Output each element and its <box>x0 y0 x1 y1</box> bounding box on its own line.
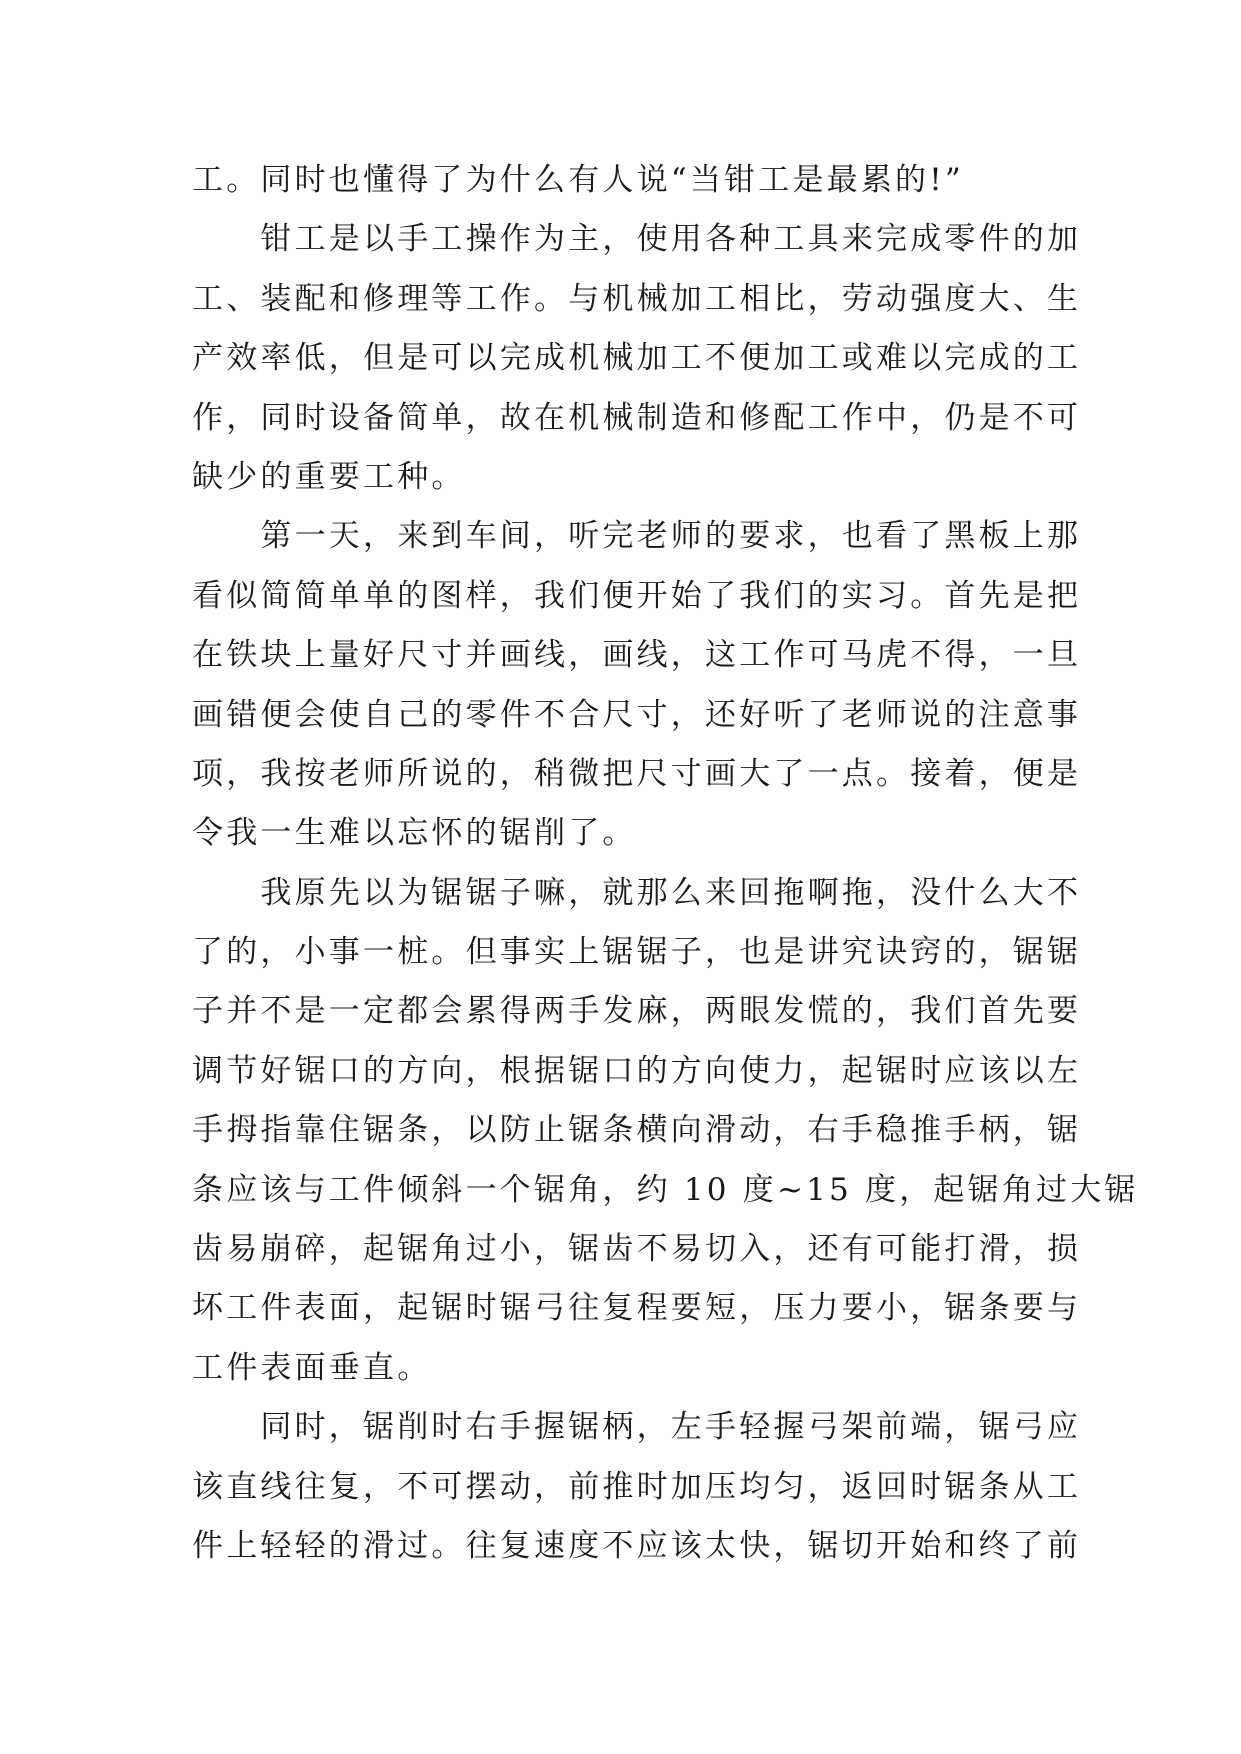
text-line: 第一天，来到车间，听完老师的要求，也看了黑板上那 <box>192 518 1082 555</box>
text-line: 调节好锯口的方向，根据锯口的方向使力，起锯时应该以左 <box>192 1052 1082 1089</box>
text-line: 工、装配和修理等工作。与机械加工相比，劳动强度大、生 <box>192 280 1082 317</box>
text-line: 子并不是一定都会累得两手发麻，两眼发慌的，我们首先要 <box>192 993 1082 1030</box>
text-line: 看似简简单单的图样，我们便开始了我们的实习。首先是把 <box>192 577 1082 614</box>
text-line: 我原先以为锯锯子嘛，就那么来回拖啊拖，没什么大不 <box>192 874 1082 911</box>
text-line: 作，同时设备简单，故在机械制造和修配工作中，仍是不可 <box>192 399 1082 436</box>
text-line: 同时，锯削时右手握锯柄，左手轻握弓架前端，锯弓应 <box>192 1409 1082 1446</box>
text-line: 项，我按老师所说的，稍微把尺寸画大了一点。接着，便是 <box>192 755 1082 792</box>
text-line: 钳工是以手工操作为主，使用各种工具来完成零件的加 <box>192 221 1082 258</box>
text-line: 缺少的重要工种。 <box>192 458 466 495</box>
text-line: 了的，小事一桩。但事实上锯锯子，也是讲究诀窍的，锯锯 <box>192 934 1082 971</box>
text-line: 产效率低，但是可以完成机械加工不便加工或难以完成的工 <box>192 340 1082 377</box>
text-line: 条应该与工件倾斜一个锯角，约 10 度~15 度，起锯角过大锯 <box>192 1171 1139 1208</box>
text-line: 令我一生难以忘怀的锯削了。 <box>192 815 637 852</box>
text-line: 在铁块上量好尺寸并画线，画线，这工作可马虎不得，一旦 <box>192 637 1082 674</box>
body-text <box>192 151 1139 1576</box>
text-line: 件上轻轻的滑过。往复速度不应该太快，锯切开始和终了前 <box>192 1527 1082 1564</box>
text-line: 该直线往复，不可摆动，前推时加压均匀，返回时锯条从工 <box>192 1468 1082 1505</box>
text-line: 画错便会使自己的零件不合尺寸，还好听了老师说的注意事 <box>192 696 1082 733</box>
text-line: 手拇指靠住锯条，以防止锯条横向滑动，右手稳推手柄，锯 <box>192 1112 1082 1149</box>
text-line: 坏工件表面，起锯时锯弓往复程要短，压力要小，锯条要与 <box>192 1290 1082 1327</box>
text-line: 齿易崩碎，起锯角过小，锯齿不易切入，还有可能打滑，损 <box>192 1231 1082 1268</box>
text-line: 工件表面垂直。 <box>192 1349 432 1386</box>
text-line: 工。同时也懂得了为什么有人说“当钳工是最累的!” <box>192 162 964 198</box>
